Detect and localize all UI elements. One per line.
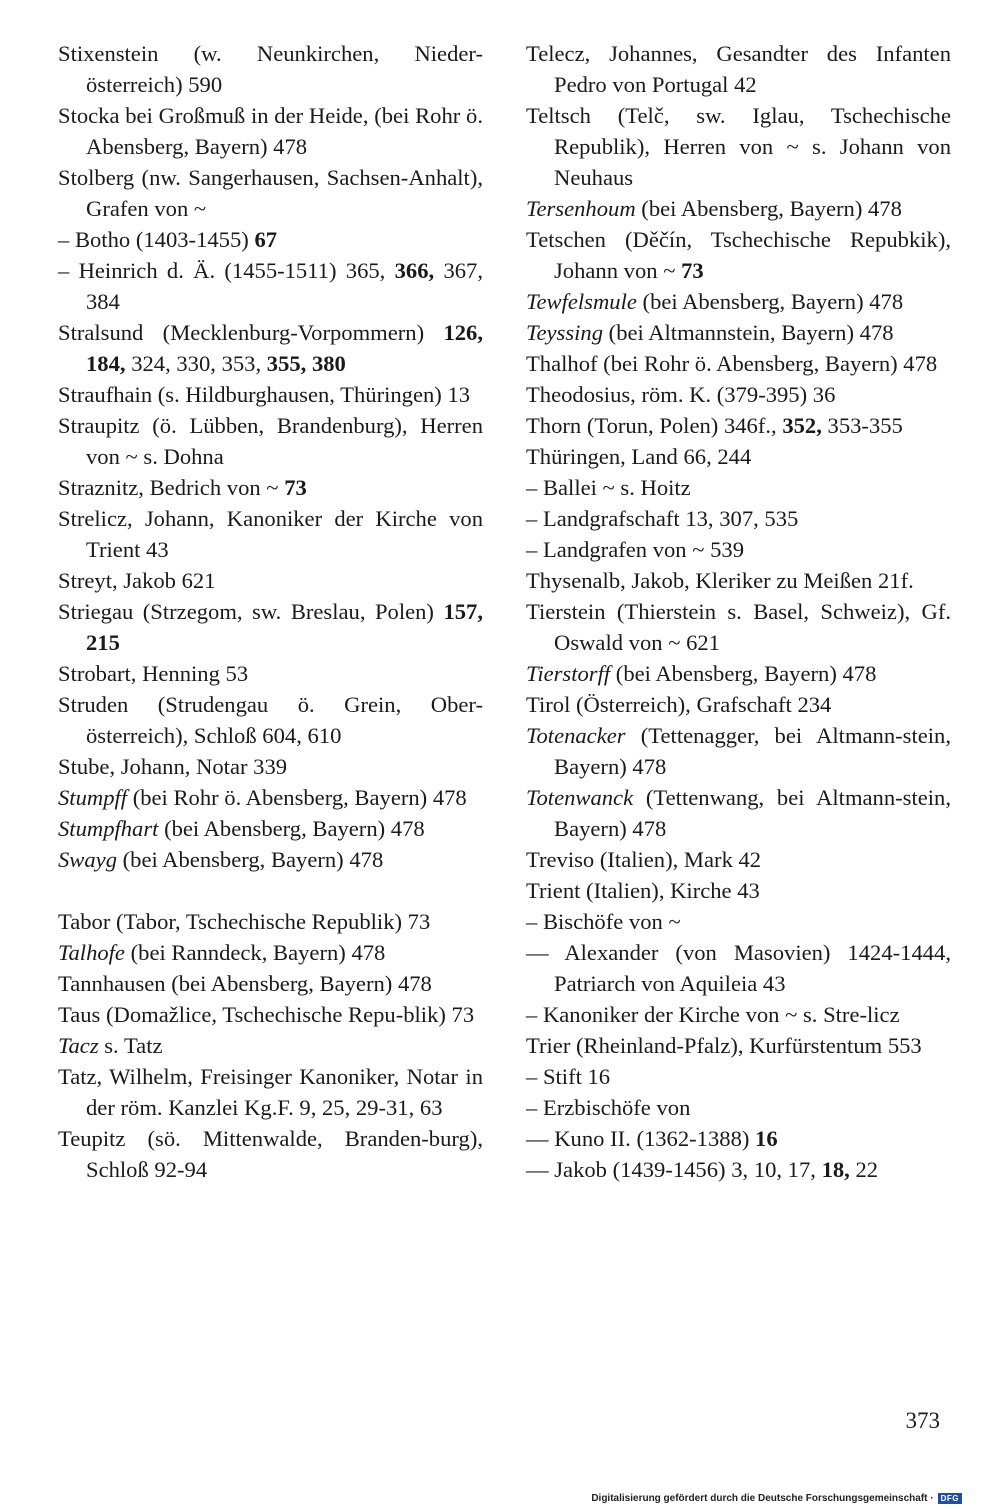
index-entry-text: 16 <box>755 1126 778 1151</box>
index-entry-text: (bei Abensberg, Bayern) 478 <box>635 196 902 221</box>
index-entry-text: – Bischöfe von ~ <box>526 909 681 934</box>
index-entry-text: (Tettenwang, bei Altmann-stein, Bayern) 478 <box>554 785 951 841</box>
index-entry <box>58 565 483 596</box>
index-entry <box>58 38 483 100</box>
index-entry-text: Tacz <box>58 1033 99 1058</box>
index-entry <box>526 472 951 503</box>
index-entry-text: Strobart, Henning 53 <box>58 661 249 686</box>
index-entry <box>58 1061 483 1123</box>
index-entry-text: Tatz, Wilhelm, Freisinger Kanoniker, Notar in der röm. Kanzlei Kg.F. 9, 25, 29-31, 63 <box>58 1064 483 1120</box>
index-entry-text: Thysenalb, Jakob, Kleriker zu Meißen 21f. <box>526 568 914 593</box>
index-entry <box>58 906 483 937</box>
index-entry-text: 353-355 <box>821 413 903 438</box>
index-entry-text: Straufhain (s. Hildburghausen, Thüringen) 13 <box>58 382 471 407</box>
index-entry <box>526 193 951 224</box>
index-entry-text: 352, <box>782 413 822 438</box>
index-entry <box>58 224 483 255</box>
index-entry <box>526 596 951 658</box>
index-entry <box>58 317 483 379</box>
index-entry-text: Trier (Rheinland-Pfalz), Kurfürstentum 553 <box>526 1033 922 1058</box>
index-entry <box>526 410 951 441</box>
index-column-right <box>526 38 951 1185</box>
index-entry <box>526 224 951 286</box>
index-entry-text: Struden (Strudengau ö. Grein, Ober-österreich), Schloß 604, 610 <box>58 692 483 748</box>
index-entry-text: – Landgrafen von ~ 539 <box>526 537 745 562</box>
index-entry-text: Talhofe <box>58 940 125 965</box>
index-entry-text: 355, 380 <box>266 351 346 376</box>
index-entry-text: (Tettenagger, bei Altmann-stein, Bayern) 478 <box>554 723 951 779</box>
index-entry-text: Stumpff <box>58 785 128 810</box>
index-entry <box>58 968 483 999</box>
index-entry <box>526 100 951 193</box>
index-entry-text: Straznitz, Bedrich von ~ <box>58 475 285 500</box>
index-entry <box>58 689 483 751</box>
index-entry-text: Thüringen, Land 66, 244 <box>526 444 752 469</box>
index-entry-text: 126, 184, <box>86 320 483 376</box>
index-entry-text: – Botho (1403-1455) <box>58 227 255 252</box>
footer-text: Digitalisierung gefördert durch die Deutsche Forschungsgemeinschaft · <box>591 1493 934 1504</box>
index-entry-text: 73 <box>681 258 704 283</box>
index-entry <box>526 844 951 875</box>
digitization-footer <box>591 1493 962 1504</box>
index-entry-text: (bei Ranndeck, Bayern) 478 <box>124 940 386 965</box>
index-entry-text: Tierstorff <box>526 661 611 686</box>
index-entry <box>58 1030 483 1061</box>
index-entry <box>58 937 483 968</box>
index-entry <box>526 38 951 100</box>
index-entry <box>526 1092 951 1123</box>
index-entry-text: Tirol (Österreich), Grafschaft 234 <box>526 692 832 717</box>
index-entry <box>526 286 951 317</box>
index-entry-text: Thalhof (bei Rohr ö. Abensberg, Bayern) 478 <box>526 351 938 376</box>
index-entry <box>526 317 951 348</box>
index-entry-text: Taus (Domažlice, Tschechische Repu-blik) 73 <box>58 1002 475 1027</box>
index-entry-text: 367, 384 <box>86 258 483 314</box>
index-entry-text: Straupitz (ö. Lübben, Brandenburg), Herren von ~ s. Dohna <box>58 413 483 469</box>
index-entry <box>58 472 483 503</box>
index-entry-text: Stube, Johann, Notar 339 <box>58 754 288 779</box>
index-entry-text: – Heinrich d. Ä. (1455-1511) 365, <box>58 258 395 283</box>
index-entry-text: Tetschen (Děčín, Tschechische Repubkik), Johann von ~ <box>526 227 951 283</box>
index-entry <box>526 782 951 844</box>
index-entry <box>526 658 951 689</box>
index-entry <box>526 906 951 937</box>
index-entry <box>58 596 483 658</box>
index-entry <box>58 379 483 410</box>
index-entry-text: Tannhausen (bei Abensberg, Bayern) 478 <box>58 971 432 996</box>
index-entry-text: Treviso (Italien), Mark 42 <box>526 847 762 872</box>
index-entry-text: (bei Abensberg, Bayern) 478 <box>610 661 877 686</box>
index-entry-text: Stixenstein (w. Neunkirchen, Nieder-österreich) 590 <box>58 41 483 97</box>
index-entry-text: Stumpfhart <box>58 816 159 841</box>
index-entry <box>526 534 951 565</box>
index-entry-text: – Erzbischöfe von <box>526 1095 691 1120</box>
index-entry-text: Swayg <box>58 847 117 872</box>
index-entry <box>58 255 483 317</box>
index-entry <box>58 410 483 472</box>
index-entry <box>526 1154 951 1185</box>
dfg-logo: DFG <box>938 1493 962 1504</box>
index-entry-text: Strelicz, Johann, Kanoniker der Kirche von Trient 43 <box>58 506 483 562</box>
index-entry-text: – Stift 16 <box>526 1064 611 1089</box>
index-entry-text: –– Kuno II. (1362-1388) <box>526 1126 756 1151</box>
index-entry-text: (bei Rohr ö. Abensberg, Bayern) 478 <box>127 785 467 810</box>
index-entry <box>526 999 951 1030</box>
index-entry-text: 67 <box>254 227 278 252</box>
page-number: 373 <box>905 1408 940 1433</box>
index-entry-text: Theodosius, röm. K. (379-395) 36 <box>526 382 836 407</box>
index-entry-text: Stralsund (Mecklenburg-Vorpommern) <box>58 320 444 345</box>
index-entry <box>526 379 951 410</box>
index-entry-text: Totenacker <box>526 723 626 748</box>
index-entry-text: (bei Abensberg, Bayern) 478 <box>117 847 384 872</box>
index-entry-text: – Kanoniker der Kirche von ~ s. Stre-licz <box>526 1002 900 1027</box>
index-entry-text: 73 <box>284 475 307 500</box>
index-entry-text: Streyt, Jakob 621 <box>58 568 216 593</box>
index-entry <box>526 348 951 379</box>
index-entry-text: Tersenhoum <box>526 196 636 221</box>
index-entry-text: Teupitz (sö. Mittenwalde, Branden-burg), Schloß 92-94 <box>58 1126 483 1182</box>
index-entry-text: Stocka bei Großmuß in der Heide, (bei Rohr ö. Abensberg, Bayern) 478 <box>58 103 483 159</box>
index-entry-text: Striegau (Strzegom, sw. Breslau, Polen) <box>58 599 444 624</box>
index-entry <box>58 813 483 844</box>
index-entry-text: 324, 330, 353, <box>125 351 267 376</box>
index-entry-text: Totenwanck <box>526 785 634 810</box>
index-entry-text: 22 <box>849 1157 879 1182</box>
index-entry <box>526 720 951 782</box>
index-entry-text: Teltsch (Telč, sw. Iglau, Tschechische Republik), Herren von ~ s. Johann von Neuhaus <box>526 103 951 190</box>
index-entry <box>526 441 951 472</box>
index-entry <box>58 162 483 224</box>
index-entry-text: Stolberg (nw. Sangerhausen, Sachsen-Anhalt), Grafen von ~ <box>58 165 483 221</box>
index-entry-text: 18, <box>821 1157 850 1182</box>
index-entry-text: (bei Altmannstein, Bayern) 478 <box>603 320 894 345</box>
index-entry <box>58 844 483 875</box>
index-entry-text: Tabor (Tabor, Tschechische Republik) 73 <box>58 909 431 934</box>
index-entry <box>58 658 483 689</box>
index-entry <box>526 1123 951 1154</box>
index-entry-text: 157, 215 <box>86 599 483 655</box>
index-entry <box>58 999 483 1030</box>
index-entry-text: Tierstein (Thierstein s. Basel, Schweiz), Gf. Oswald von ~ 621 <box>526 599 951 655</box>
index-entry-text: –– Jakob (1439-1456) 3, 10, 17, <box>526 1157 822 1182</box>
index-entry-text: (bei Abensberg, Bayern) 478 <box>636 289 904 314</box>
index-entry-text: 366, <box>394 258 435 283</box>
index-entry-text: – Ballei ~ s. Hoitz <box>526 475 691 500</box>
index-entry <box>526 1061 951 1092</box>
index-entry-text: – Landgrafschaft 13, 307, 535 <box>526 506 799 531</box>
index-entry-text: Teyssing <box>526 320 604 345</box>
index-entry <box>58 100 483 162</box>
index-entry-text: s. Tatz <box>98 1033 163 1058</box>
index-entry-text: Telecz, Johannes, Gesandter des Infanten Pedro von Portugal 42 <box>526 41 951 97</box>
index-column-left <box>58 38 483 1185</box>
index-entry <box>526 937 951 999</box>
index-entry-text: Tewfelsmule <box>526 289 637 314</box>
index-entry <box>58 782 483 813</box>
index-entry-text: –– Alexander (von Masovien) 1424-1444, Patriarch von Aquileia 43 <box>526 940 951 996</box>
index-entry-text: (bei Abensberg, Bayern) 478 <box>158 816 425 841</box>
index-entry <box>526 689 951 720</box>
index-entry <box>526 1030 951 1061</box>
index-entry <box>58 751 483 782</box>
index-entry <box>58 1123 483 1185</box>
index-entry <box>526 875 951 906</box>
index-entry <box>526 565 951 596</box>
index-entry-text: Trient (Italien), Kirche 43 <box>526 878 760 903</box>
index-entry <box>526 503 951 534</box>
index-entry-text: Thorn (Torun, Polen) 346f., <box>526 413 783 438</box>
index-entry <box>58 503 483 565</box>
